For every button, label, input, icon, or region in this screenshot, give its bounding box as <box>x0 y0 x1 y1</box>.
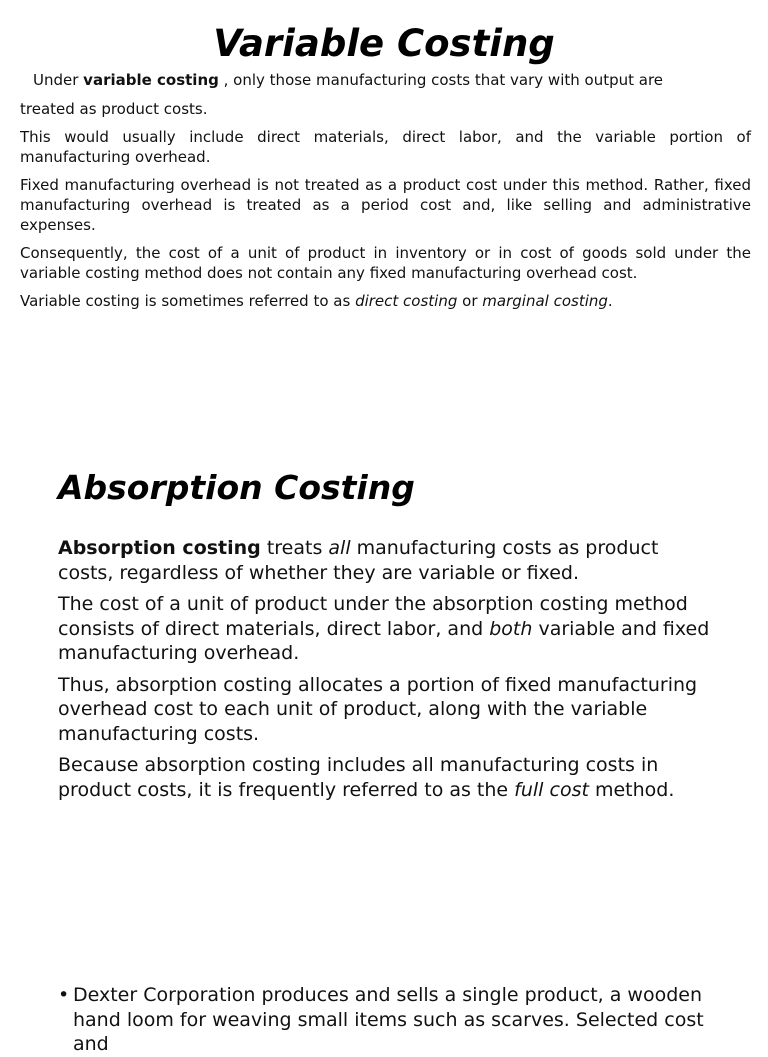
ac-p1-pre: treats <box>260 537 329 559</box>
dexter-text: Dexter Corporation produces and sells a single product, a wooden hand loom for weaving small items such as scarves. Selected cost and <box>73 984 704 1055</box>
variable-costing-body <box>20 70 751 319</box>
vc-p6-em-marginal: marginal costing <box>482 292 608 310</box>
vc-p1-suffix: , only those manufacturing costs that vary with output are <box>218 71 664 89</box>
ac-p2-em: both <box>489 617 533 640</box>
vc-p6-em-direct: direct costing <box>355 292 458 310</box>
ac-p1-bold-term: Absorption costing <box>58 537 261 559</box>
ac-p2-pre: The cost of a unit of product under the absorption costing method consists of direct materials, direct labor, and <box>58 593 688 640</box>
vc-paragraph-5: Consequently, the cost of a unit of product in inventory or in cost of goods sold under the variable costing method does not contain any fixed manufacturing overhead cost. <box>20 244 751 282</box>
ac-paragraph-1 <box>58 536 718 585</box>
ac-p4-pre: Because absorption costing includes all manufacturing costs in product costs, it is frequently referred to as the <box>58 754 659 801</box>
bullet-icon: • <box>58 984 70 1006</box>
list-item <box>58 983 718 1057</box>
vc-p1-bold-term: variable costing <box>83 71 219 89</box>
ac-paragraph-4 <box>58 753 718 802</box>
ac-p1-post: manufacturing costs as product costs, regardless of whether they are variable or fixed. <box>58 537 659 584</box>
vc-paragraph-2: treated as product costs. <box>20 100 208 118</box>
ac-p1-em: all <box>328 537 351 559</box>
ac-paragraph-2 <box>58 592 718 666</box>
ac-p2-post: variable and fixed manufacturing overhead. <box>58 617 710 664</box>
absorption-costing-body <box>58 536 718 809</box>
vc-p1-prefix: Under <box>33 71 84 89</box>
vc-paragraph-4: Fixed manufacturing overhead is not treated as a product cost under this method. Rather, fixed manufacturing overhead is treated as a period cost and, like selling and administrative expenses. <box>20 176 751 234</box>
vc-paragraph-1 <box>20 70 751 90</box>
absorption-costing-title: Absorption Costing <box>58 468 415 507</box>
vc-p6-prefix: Variable costing is sometimes referred to as <box>20 292 356 310</box>
vc-p6-suffix: . <box>607 292 613 310</box>
ac-p4-em: full cost <box>514 778 589 801</box>
vc-p6-middle: or <box>457 292 483 310</box>
variable-costing-title: Variable Costing <box>213 22 555 65</box>
dexter-bullet-list <box>58 983 718 1057</box>
vc-paragraph-3: This would usually include direct materials, direct labor, and the variable portion of manufacturing overhead. <box>20 128 751 166</box>
ac-paragraph-3: Thus, absorption costing allocates a portion of fixed manufacturing overhead cost to each unit of product, along with the variable manufacturing costs. <box>58 673 698 745</box>
ac-p4-post: method. <box>588 778 675 801</box>
vc-paragraph-6 <box>20 291 751 311</box>
